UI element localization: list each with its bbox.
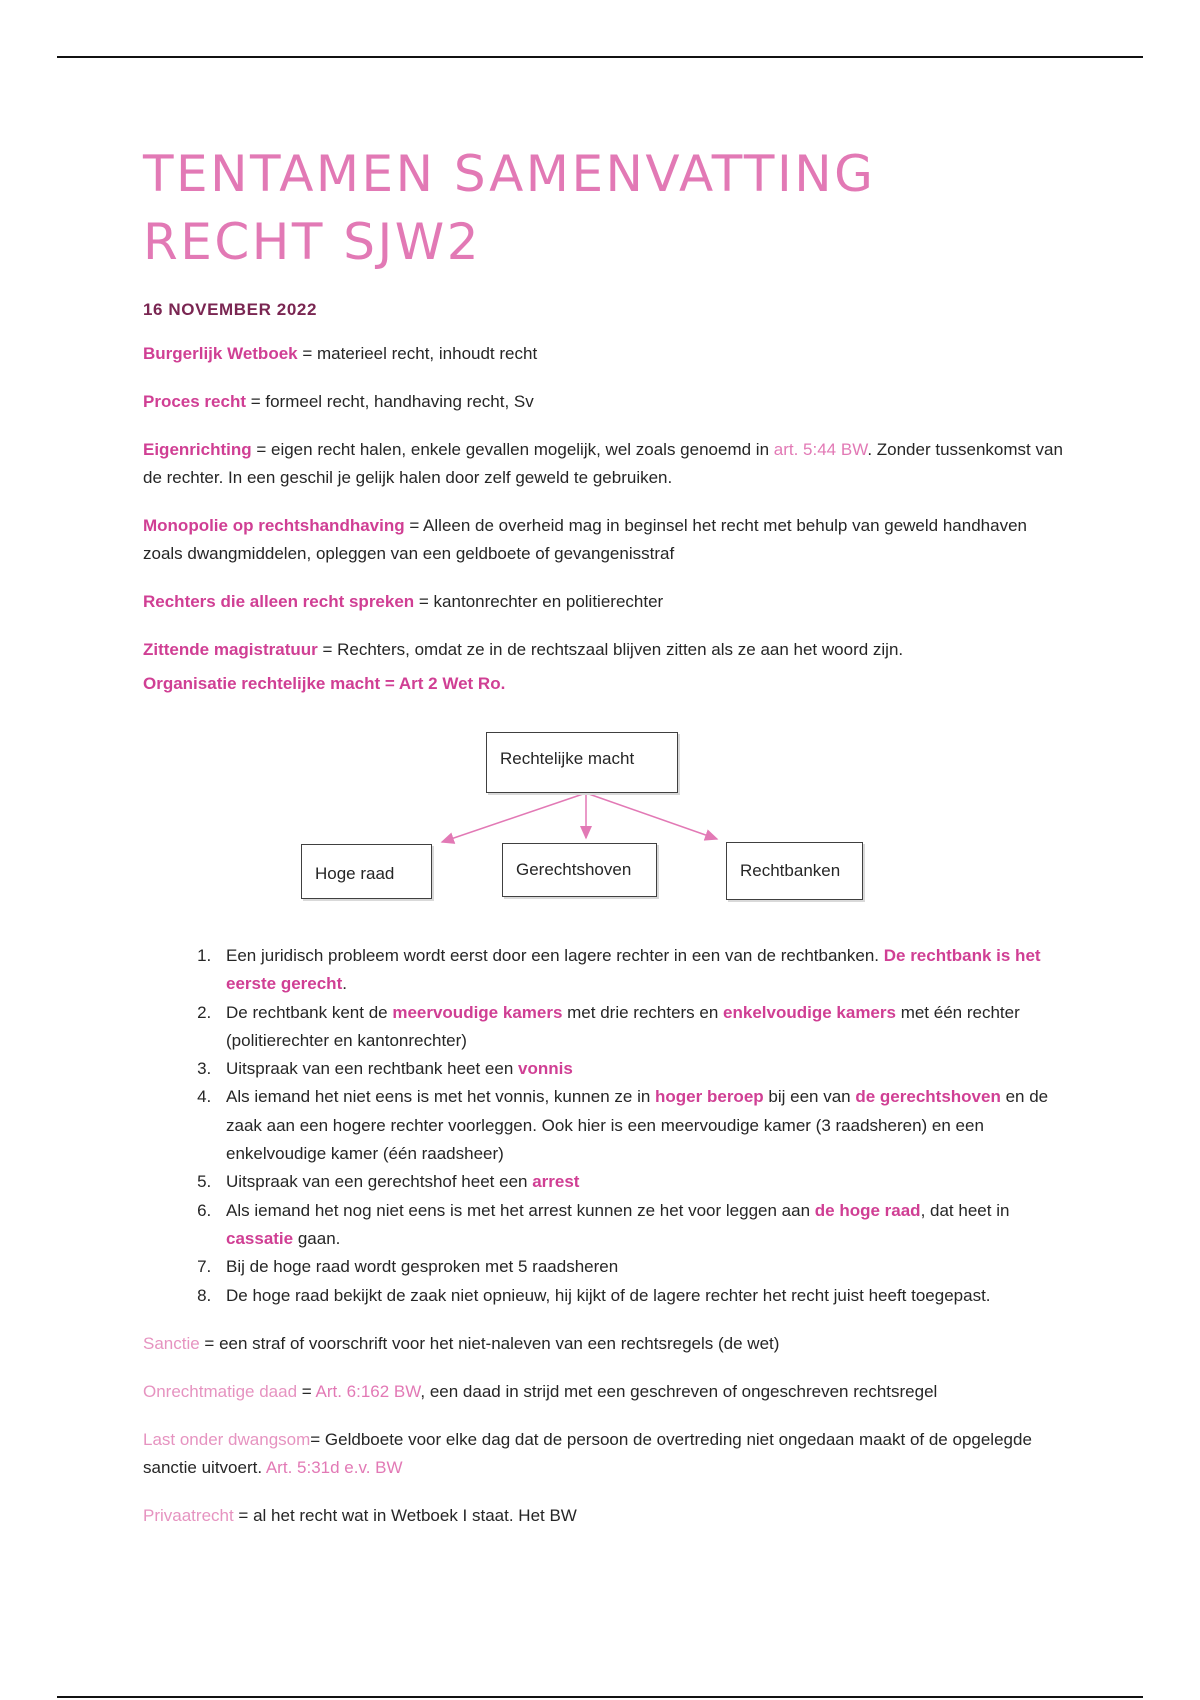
step-text: gaan. xyxy=(293,1228,341,1248)
definition-term: Rechters die alleen recht spreken xyxy=(143,592,415,611)
list-item xyxy=(216,1083,1063,1168)
list-item xyxy=(216,999,1063,1056)
step-text: met één rechter (politierechter en kantonrechter) xyxy=(226,1002,1020,1050)
step-highlight: de gerechtshoven xyxy=(855,1087,1001,1107)
document-date: 16 NOVEMBER 2022 xyxy=(143,300,318,319)
list-item xyxy=(216,1055,1063,1083)
org-node-hoge-raad xyxy=(301,844,432,899)
definition-zittende-magistratuur xyxy=(143,636,1063,664)
organisatie-heading xyxy=(143,670,1063,698)
step-highlight: arrest xyxy=(532,1172,580,1192)
definition-monopolie xyxy=(143,512,1063,568)
step-highlight: cassatie xyxy=(226,1228,294,1248)
definition-text: = kantonrechter en politierechter xyxy=(414,592,664,611)
step-text: Uitspraak van een gerechtshof heet een xyxy=(226,1172,533,1192)
list-item xyxy=(216,1197,1063,1254)
definition-text: = al het recht wat in Wetboek I staat. Het BW xyxy=(233,1505,577,1525)
step-highlight: de hoge raad xyxy=(814,1200,921,1220)
step-text: Als iemand het nog niet eens is met het arrest kunnen ze het voor leggen aan xyxy=(226,1200,815,1220)
organisatie-heading-text: Organisatie rechtelijke macht = Art 2 Wet Ro. xyxy=(143,674,506,693)
law-reference: Art. 5:31d e.v. BW xyxy=(265,1457,403,1477)
step-text: De hoge raad bekijkt de zaak niet opnieuw, hij kijkt of de lagere rechter het recht juist heeft toegepast. xyxy=(226,1285,991,1305)
definition-burgerlijk-wetboek xyxy=(143,340,1063,368)
document-body xyxy=(143,140,1063,1530)
definition-text: = Geldboete voor elke dag dat de persoon de overtreding niet ongedaan maakt of de opgelegde sanctie uitvoert. xyxy=(143,1429,1032,1477)
definition-privaatrecht xyxy=(143,1502,1063,1530)
definition-term: Privaatrecht xyxy=(143,1505,234,1525)
org-node-gerechtshoven xyxy=(502,843,657,897)
step-text: Bij de hoge raad wordt gesproken met 5 raadsheren xyxy=(226,1257,619,1277)
list-item xyxy=(216,1253,1063,1281)
org-node-label: Rechtbanken xyxy=(740,861,841,880)
org-node-label: Hoge raad xyxy=(315,863,395,883)
step-text: Als iemand het niet eens is met het vonnis, kunnen ze in xyxy=(226,1087,656,1107)
list-item xyxy=(216,1168,1063,1196)
definition-text-after: , een daad in strijd met een geschreven of ongeschreven rechtsregel xyxy=(420,1381,938,1401)
definition-term: Zittende magistratuur xyxy=(143,640,318,659)
step-text: De rechtbank kent de xyxy=(226,1002,393,1022)
definition-onrechtmatige-daad xyxy=(143,1378,1063,1406)
definition-proces-recht xyxy=(143,388,1063,416)
definition-term: Sanctie xyxy=(143,1333,200,1353)
org-node-rechtbanken xyxy=(726,842,863,900)
step-highlight: vonnis xyxy=(518,1059,573,1079)
step-highlight: enkelvoudige kamers xyxy=(723,1002,896,1022)
definition-text: = eigen recht halen, enkele gevallen mogelijk, wel zoals genoemd in xyxy=(251,440,774,459)
law-reference: art. 5:44 BW xyxy=(773,440,868,459)
definition-rechters-alleen xyxy=(143,588,1063,616)
document-title xyxy=(143,140,1063,276)
step-highlight: De rechtbank is het eerste gerecht xyxy=(226,946,1041,994)
step-highlight: hoger beroep xyxy=(655,1087,764,1107)
org-node-rechtelijke-macht xyxy=(486,732,678,793)
definition-eigenrichting xyxy=(143,436,1063,492)
definition-term: Burgerlijk Wetboek xyxy=(143,344,298,363)
definition-term: Proces recht xyxy=(143,392,246,411)
law-reference: Art. 6:162 BW xyxy=(315,1381,421,1401)
step-text: . xyxy=(342,974,347,994)
definition-text: = een straf of voorschrift voor het niet-naleven van een rechtsregels (de wet) xyxy=(199,1333,780,1353)
footer-rule xyxy=(57,1696,1143,1698)
step-text: , dat heet in xyxy=(920,1200,1010,1220)
list-item xyxy=(216,1282,1063,1310)
org-node-label: Rechtelijke macht xyxy=(500,749,635,768)
definition-term: Last onder dwangsom xyxy=(143,1429,311,1449)
definition-term: Eigenrichting xyxy=(143,440,252,459)
title-line-1: TENTAMEN SAMENVATTING xyxy=(143,145,876,203)
definition-last-onder-dwangsom xyxy=(143,1426,1063,1482)
definition-text: = Alleen de overheid mag in beginsel het recht met behulp van geweld handhaven zoals dwangmiddelen, opleggen van een geldboete of gevangenisstraf xyxy=(143,516,1027,563)
step-highlight: meervoudige kamers xyxy=(392,1002,563,1022)
definition-term: Onrechtmatige daad xyxy=(143,1381,298,1401)
step-text: en de zaak aan een hogere rechter voorleggen. Ook hier is een meervoudige kamer (3 raadsheren) en een enkelvoudige kamer (één raadsheer) xyxy=(226,1087,1049,1164)
list-item xyxy=(216,942,1063,999)
definition-text: = formeel recht, handhaving recht, Sv xyxy=(246,392,534,411)
definition-text-after: . Zonder tussenkomst van de rechter. In een geschil je gelijk halen door zelf geweld te gebruiken. xyxy=(143,440,1063,487)
step-text: met drie rechters en xyxy=(562,1002,724,1022)
org-chart xyxy=(143,726,1063,916)
org-node-label: Gerechtshoven xyxy=(516,860,632,879)
step-text: Uitspraak van een rechtbank heet een xyxy=(226,1059,519,1079)
connector-hoge-raad xyxy=(442,793,586,842)
definition-text: = Rechters, omdat ze in de rechtszaal blijven zitten als ze aan het woord zijn. xyxy=(317,640,904,659)
step-text: Een juridisch probleem wordt eerst door een lagere rechter in een van de rechtbanken. xyxy=(226,946,884,965)
definition-text: = materieel recht, inhoudt recht xyxy=(297,344,538,363)
definition-term: Monopolie op rechtshandhaving xyxy=(143,516,405,535)
definition-text: = xyxy=(297,1381,316,1401)
step-text: bij een van xyxy=(763,1087,856,1107)
procedure-steps xyxy=(143,942,1063,1310)
connector-rechtbanken xyxy=(586,793,717,839)
header-rule xyxy=(57,56,1143,58)
definition-sanctie xyxy=(143,1330,1063,1358)
title-line-2: RECHT SJW2 xyxy=(143,213,482,271)
